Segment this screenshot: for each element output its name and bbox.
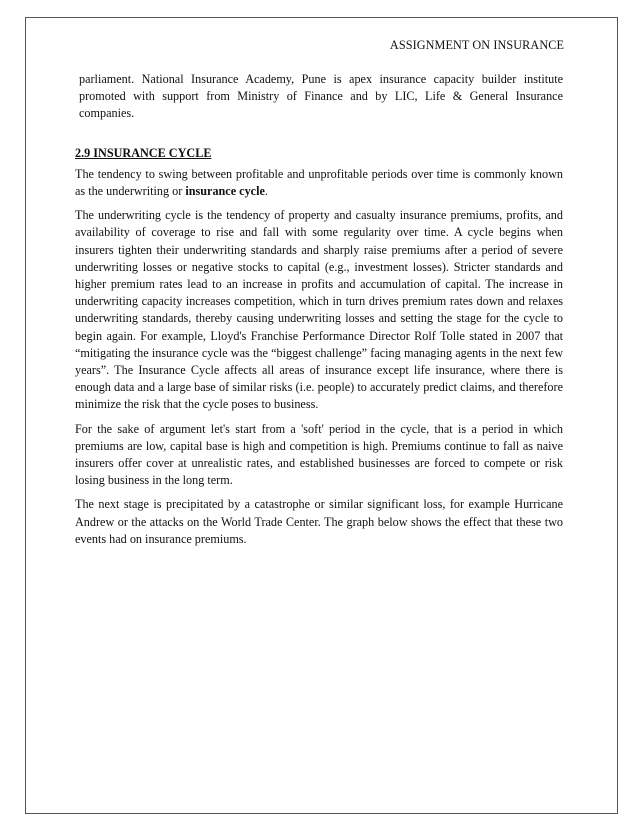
definition-term: insurance cycle bbox=[185, 184, 265, 199]
paragraph-soft-period: For the sake of argument let's start from a 'soft' period in the cycle, that is a period in which premiums are low, capital base is high and competition is high. Premiums continue to fall as naive insurers offer cover at unrealistic rates, and established businesses are forced to compete or risk losing business in the long term. bbox=[75, 421, 563, 488]
document-body bbox=[75, 71, 563, 555]
paragraph-underwriting-cycle: The underwriting cycle is the tendency of property and casualty insurance premiums, profits, and availability of coverage to rise and fall with some regularity over time. A cycle begins when insurers tighten their underwriting standards and sharply raise premiums after a period of severe underwriting losses or negative stocks to capital (e.g., investment losses). Stricter standards and higher premium rates lead to an increase in profits and accumulation of capital. The increase in underwriting capacity increases competition, which in turn drives premium rates down and relaxes underwriting standards, thereby causing underwriting losses and setting the stage for the cycle to begin again. For example, Lloyd's Franchise Performance Director Rolf Tolle stated in 2007 that “mitigating the insurance cycle was the “biggest challenge” facing managing agents in the next few years”. The Insurance Cycle affects all areas of insurance except life insurance, where there is enough data and a large base of similar risks (i.e. people) to accurately predict claims, and therefore minimize the risk that the cycle poses to business. bbox=[75, 208, 563, 412]
definition-text: The tendency to swing between profitable and unprofitable periods over time is commonly known as the underwriting or bbox=[75, 166, 563, 199]
intro-paragraph: parliament. National Insurance Academy, Pune is apex insurance capacity builder institute promoted with support from Ministry of Finance and by LIC, Life & General Insurance companies. bbox=[79, 72, 563, 121]
definition-end: . bbox=[264, 184, 268, 199]
page-header: ASSIGNMENT ON INSURANCE bbox=[389, 38, 564, 52]
section-heading: 2.9 INSURANCE CYCLE bbox=[75, 145, 212, 160]
paragraph-next-stage: The next stage is precipitated by a catastrophe or similar significant loss, for example Hurricane Andrew or the attacks on the World Trade Center. The graph below shows the effect that these two events had on insurance premiums. bbox=[75, 497, 563, 546]
paragraph-definition bbox=[75, 166, 563, 200]
